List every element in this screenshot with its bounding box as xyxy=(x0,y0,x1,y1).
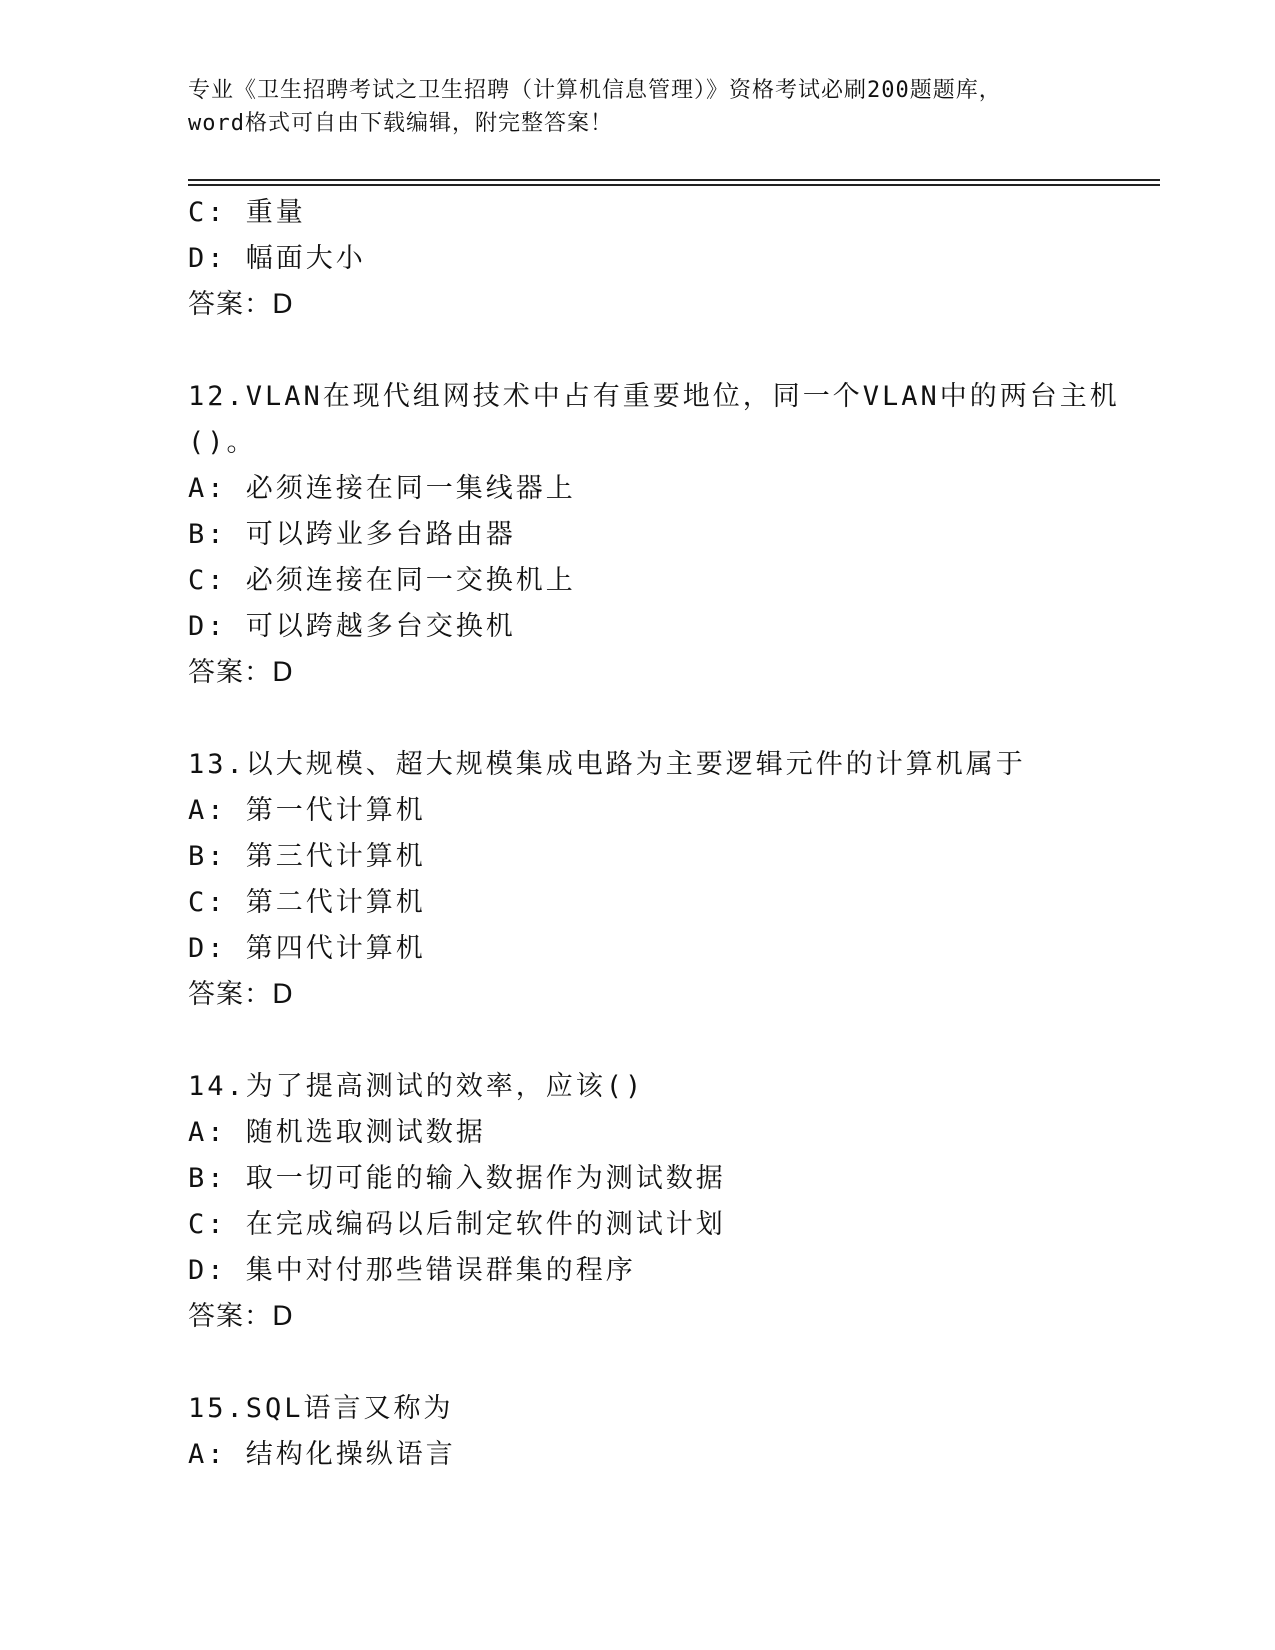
answer: 答案：D xyxy=(188,289,294,320)
question-stem: 13.以大规模、超大规模集成电路为主要逻辑元件的计算机属于 xyxy=(188,749,1026,780)
option-d: D: 可以跨越多台交换机 xyxy=(188,611,516,642)
header-line-1: 专业《卫生招聘考试之卫生招聘（计算机信息管理）》资格考试必刷200题题库， xyxy=(188,78,1002,103)
question-stem: 14.为了提高测试的效率，应该() xyxy=(188,1071,645,1102)
option-d: D: 第四代计算机 xyxy=(188,933,426,964)
header-divider-top xyxy=(188,179,1160,181)
option-c: C: 必须连接在同一交换机上 xyxy=(188,565,576,596)
option-a: A: 随机选取测试数据 xyxy=(188,1117,486,1148)
question-13 xyxy=(188,742,1088,1018)
option-b: B: 可以跨业多台路由器 xyxy=(188,519,516,550)
answer: 答案：D xyxy=(188,657,294,688)
document-header xyxy=(188,74,1088,140)
answer: 答案：D xyxy=(188,979,294,1010)
option-b: B: 第三代计算机 xyxy=(188,841,426,872)
option-d: D: 集中对付那些错误群集的程序 xyxy=(188,1255,636,1286)
option-a: A: 结构化操纵语言 xyxy=(188,1439,456,1470)
question-stem: 12.VLAN在现代组网技术中占有重要地位，同一个VLAN中的两台主机 xyxy=(188,381,1120,412)
option-d: D: 幅面大小 xyxy=(188,243,366,274)
question-14 xyxy=(188,1064,1088,1340)
header-divider-bottom xyxy=(188,184,1160,186)
question-stem: 15.SQL语言又称为 xyxy=(188,1393,454,1424)
answer: 答案：D xyxy=(188,1301,294,1332)
question-12 xyxy=(188,374,1120,696)
question-11-continuation xyxy=(188,190,1088,328)
document-body xyxy=(188,190,1120,1478)
question-stem-continued: ()。 xyxy=(188,427,257,458)
option-a: A: 第一代计算机 xyxy=(188,795,426,826)
option-c: C: 重量 xyxy=(188,197,306,228)
option-a: A: 必须连接在同一集线器上 xyxy=(188,473,576,504)
header-line-2: word格式可自由下载编辑，附完整答案！ xyxy=(188,111,613,136)
option-c: C: 在完成编码以后制定软件的测试计划 xyxy=(188,1209,726,1240)
question-15 xyxy=(188,1386,1088,1478)
option-b: B: 取一切可能的输入数据作为测试数据 xyxy=(188,1163,726,1194)
option-c: C: 第二代计算机 xyxy=(188,887,426,918)
